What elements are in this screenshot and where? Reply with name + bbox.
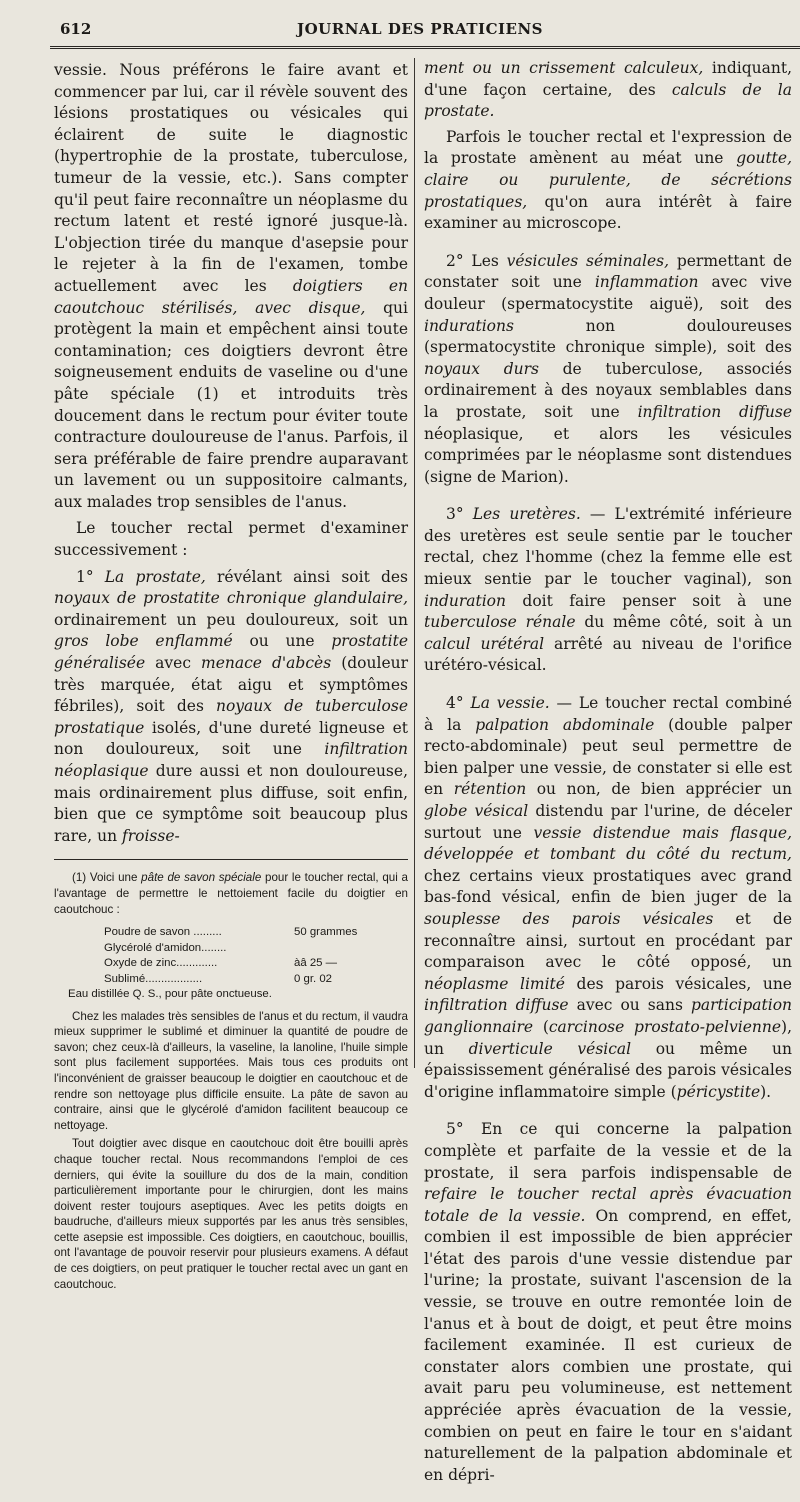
recipe-water: Eau distillée Q. S., pour pâte onctueuse. [68, 988, 272, 1001]
paragraph-prostate: 1° La prostate, révélant ainsi soit des noyaux de prostatite chronique glandulaire, ordinairement un peu douloureux, soit un gros lobe enflammé ou une prostatite généralisée avec menace d'abcès (douleur très marquée, état aigu et symptômes fébriles), soit des noyaux de tuberculose prostatique isolés, d'une dureté ligneuse et non douloureux, soit une infiltration néoplasique dure aussi et non douloureuse, mais ordinairement plus diffuse, soit enfin, bien que ce symptôme soit beaucoup plus rare, un froisse- [54, 567, 409, 845]
footnote-paragraph: Chez les malades très sensibles de l'anus et du rectum, il vaudra mieux supprimer le sublimé et diminuer la quantité de poudre de savon; chez ceux-là d'ailleurs, la vaseline, la lanoline, l'huile simple sont plus facilement supportées. Mais tous ces produits ont l'inconvénient de graisser beaucoup le doigtier en caoutchouc et de rendre son nettoyage plus difficile ensuite. La pâte de savon au contraire, ainsi que le glycérolé d'amidon facilitent beaucoup ce nettoyage. [54, 1009, 408, 1132]
recipe-table [54, 925, 408, 1002]
right-column [424, 58, 792, 1502]
recipe-row: Glycérolé d'amidon........ [104, 941, 227, 954]
paragraph-calculs: ment ou un crissement calculeux, indiquant, d'une façon certaine, des calculs de la prostate. [424, 59, 792, 121]
page-header [0, 0, 800, 44]
journal-title: JOURNAL DES PRATICIENS [297, 20, 543, 38]
paragraph-secretions: Parfois le toucher rectal et l'expression de la prostate amènent au méat une goutte, claire ou purulente, de sécrétions prostatiques, qu'on aura intérêt à faire examiner au microscope. [424, 127, 792, 233]
footnote-intro: (1) Voici une pâte de savon spéciale pour le toucher rectal, qui a l'avantage de permettre le nettoiement facile du doigtier en caoutchouc : [54, 871, 408, 916]
paragraph-vessie: 4° La vessie. — Le toucher rectal combiné à la palpation abdominale (double palper recto-abdominale) peut seul permettre de bien palper une vessie, de constater si elle est en rétention ou non, de bien apprécier un globe vésical distendu par l'urine, de déceler surtout une vessie distendue mais flasque, développée et tombant du côté du rectum, chez certains vieux prostatiques avec grand bas-fond vésical, enfin de bien juger de la souplesse des parois vésicales et de reconnaître ainsi, surtout en procédant par comparaison avec le côté opposé, un néoplasme limité des parois vésicales, une infiltration diffuse avec ou sans participation ganglionnaire (carcinose prostato-pelvienne), un diverticule vésical ou même un épaississement généralisé des parois vésicales d'origine inflammatoire simple (péricystite). [424, 694, 793, 1101]
recipe-row: Sublimé.................. 0 gr. 02 [104, 972, 332, 985]
paragraph-ureteres: 3° Les uretères. — L'extrémité inférieure des uretères est seule sentie par le toucher rectal, chez l'homme (chez la femme elle est mieux sentie par le toucher vaginal), son induration doit faire penser soit à une tuberculose rénale du même côté, soit à un calcul urétéral arrêté au niveau de l'orifice urétéro-vésical. [424, 505, 792, 675]
paragraph-intro: vessie. Nous préférons le faire avant et commencer par lui, car il révèle souvent des lésions prostatiques ou vésicales qui éclairent de suite le diagnostic (hypertrophie de la prostate, tuberculose, tumeur de la vessie, etc.). Sans compter qu'il peut faire reconnaître un néoplasme du rectum latent et resté ignoré jusque-là. L'objection tirée du manque d'asepsie pour le rejeter à la fin de l'examen, tombe actuellement avec les doigtiers en caoutchouc stérilisés, avec disque, qui protègent la main et empêchent ainsi toute contamination; ces doigtiers devront être soigneusement enduits de vaseline ou d'une pâte spéciale (1) et introduits très doucement dans le rectum pour éviter toute contracture douloureuse de l'anus. Parfois, il sera préférable de faire prendre auparavant un lavement ou un suppositoire calmants, aux malades trop sensibles de l'anus. [54, 61, 408, 511]
recipe-row: Poudre de savon ......... 50 grammes [104, 926, 358, 939]
left-column [54, 60, 408, 1295]
page-number: 612 [60, 20, 92, 38]
recipe-row: Oxyde de zinc............. àâ 25 — [104, 957, 338, 970]
footnote [54, 870, 408, 1292]
column-divider [414, 58, 415, 1068]
paragraph-evacuation: 5° En ce qui concerne la palpation complète et parfaite de la vessie et de la prostate, il sera parfois indispensable de refaire le toucher rectal après évacuation totale de la vessie. On comprend, en effet, combien il est impossible de bien apprécier l'état des parois d'une vessie distendue par l'urine; la prostate, suivant l'ascension de la vessie, se trouve en outre remontée loin de l'anus et à bout de doigt, et peut être moins facilement examinée. Il est curieux de constater alors combien une prostate, qui avait paru peu volumineuse, est nettement appréciée après évacuation de la vessie, combien on peut en faire le tour en s'aidant naturellement de la palpation abdominale et en dépri- [424, 1120, 792, 1484]
paragraph-vesicules: 2° Les vésicules séminales, permettant de constater soit une inflammation avec vive douleur (spermatocystite aiguë), soit des indurations non douloureuses (spermatocystite chronique simple), soit des noyaux durs de tuberculose, associés ordinairement à des noyaux semblables dans la prostate, soit une infiltration diffuse néoplasique, et alors les vésicules comprimées par le néoplasme sont distendues (signe de Marion). [424, 251, 793, 486]
footnote-paragraph: Tout doigtier avec disque en caoutchouc doit être bouilli après chaque toucher rectal. Nous recommandons l'emploi de ces derniers, qui évite la souillure du dos de la main, condition particulièrement importante pour le chirurgien, dont les mains doivent rester toujours aseptiques. Avec les petits doigts en baudruche, d'ailleurs mieux supportés par les anus très sensibles, cette asepsie est impossible. Ces doigtiers, en caoutchouc, bouillis, ont l'avantage de pouvoir reservir pour plusieurs examens. A défaut de ces doigtiers, on peut pratiquer le toucher rectal avec un gant en caoutchouc. [54, 1137, 408, 1291]
paragraph-toucher: Le toucher rectal permet d'examiner successivement : [54, 519, 408, 560]
footnote-separator [54, 859, 408, 860]
header-rule [50, 46, 800, 49]
